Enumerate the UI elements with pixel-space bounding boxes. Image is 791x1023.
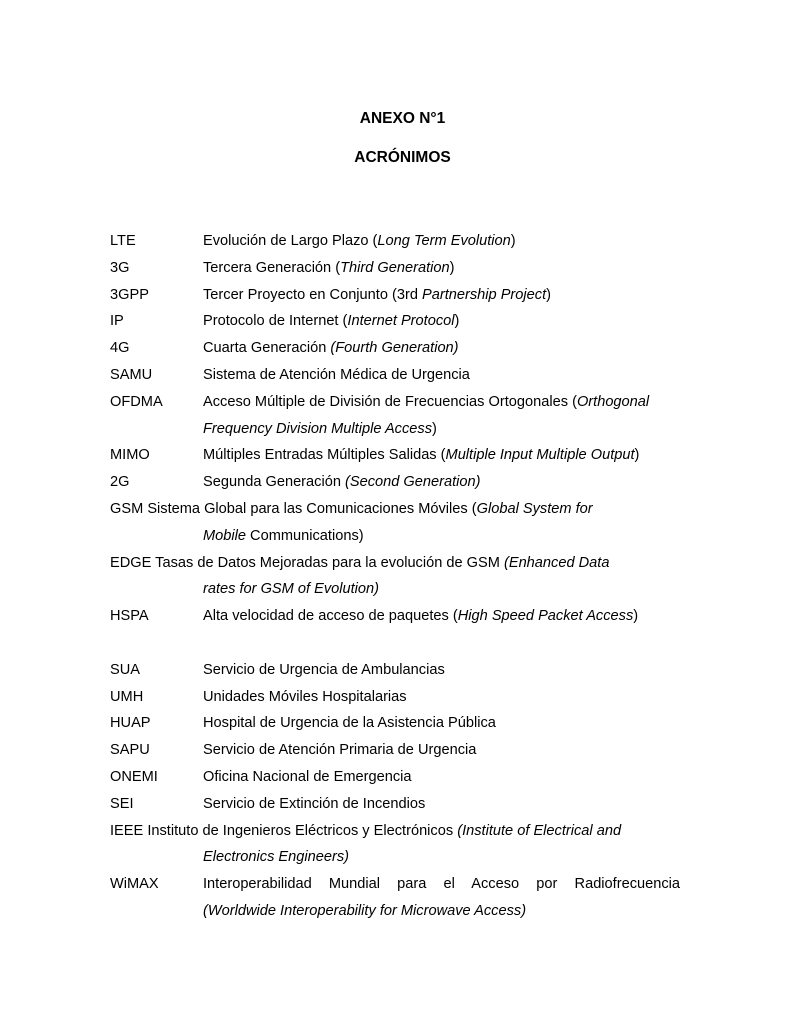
acronym: 3GPP [110, 286, 149, 303]
acronym-row [110, 764, 680, 791]
acronym: OFDMA [110, 393, 163, 410]
acronym-row [110, 657, 680, 684]
definition: Servicio de Atención Primaria de Urgencia [203, 742, 477, 759]
definition: Evolución de Largo Plazo (Long Term Evolution) [203, 233, 516, 249]
definition: Interoperabilidad Mundial para el Acceso por Radiofrecuencia [203, 876, 680, 893]
definition: Múltiples Entradas Múltiples Salidas (Multiple Input Multiple Output) [203, 447, 640, 464]
acronym: ONEMI [110, 768, 158, 785]
acronym: SAMU [110, 366, 153, 383]
acronym-row [110, 684, 680, 711]
definition: Sistema Global para las Comunicaciones Móviles (Global System for [147, 500, 593, 517]
acronym-row [110, 228, 680, 255]
acronym-list [110, 228, 680, 925]
acronym: WiMAX [110, 876, 159, 893]
acronym-row [110, 442, 680, 469]
definition: Servicio de Urgencia de Ambulancias [203, 661, 445, 678]
definition: Hospital de Urgencia de la Asistencia Pública [203, 715, 496, 732]
acronym: GSM [110, 500, 144, 517]
definition: Acceso Múltiple de División de Frecuencias Ortogonales (Orthogonal [203, 393, 650, 410]
definition-continuation: Electronics Engineers) [203, 849, 350, 866]
acronym-row [110, 389, 680, 443]
definition: Oficina Nacional de Emergencia [203, 768, 412, 785]
definition: Tercera Generación (Third Generation) [203, 259, 455, 276]
acronym-row [110, 871, 680, 898]
definition: Tasas de Datos Mejoradas para la evolución de GSM (Enhanced Data [155, 554, 610, 571]
acronym: UMH [110, 688, 144, 705]
acronym-row [110, 469, 680, 496]
definition-continuation: (Worldwide Interoperability for Microwave Access) [203, 902, 527, 919]
acronym-row [110, 362, 680, 389]
acronym-row [110, 282, 680, 309]
acronym-row [110, 791, 680, 818]
definition: Protocolo de Internet (Internet Protocol) [203, 313, 460, 330]
acronym: 2G [110, 474, 130, 491]
annex-title: ANEXO N°1 [359, 110, 446, 127]
acronym: MIMO [110, 447, 150, 464]
acronym-row [110, 308, 680, 335]
acronym-row [110, 335, 680, 362]
acronym-row [110, 737, 680, 764]
acronym-row [110, 818, 680, 872]
definition: Segunda Generación (Second Generation) [203, 474, 481, 491]
acronym: SAPU [110, 742, 150, 759]
acronym: HSPA [110, 608, 149, 625]
acronym: HUAP [110, 715, 151, 732]
acronym: IEEE [110, 822, 144, 839]
acronym-row-continuation [110, 898, 680, 925]
acronym-row [110, 710, 680, 737]
acronym: LTE [110, 233, 136, 249]
definition: Unidades Móviles Hospitalarias [203, 688, 407, 705]
definition: Tercer Proyecto en Conjunto (3rd Partnership Project) [203, 286, 551, 303]
definition: Cuarta Generación (Fourth Generation) [203, 340, 459, 357]
acronym-row [110, 496, 680, 550]
annex-subtitle: ACRÓNIMOS [354, 149, 451, 166]
definition: Alta velocidad de acceso de paquetes (High Speed Packet Access) [203, 608, 639, 625]
acronym: SEI [110, 795, 134, 812]
definition: Sistema de Atención Médica de Urgencia [203, 366, 470, 383]
acronym-row [110, 255, 680, 282]
acronym: EDGE [110, 554, 152, 571]
acronym-row [110, 603, 680, 630]
acronym-row [110, 550, 680, 604]
acronym: SUA [110, 661, 141, 678]
definition-continuation: Frequency Division Multiple Access) [203, 420, 437, 437]
acronym: 3G [110, 259, 130, 276]
definition-continuation: Mobile Communications) [203, 527, 364, 544]
acronym: 4G [110, 340, 130, 357]
acronym: IP [110, 313, 124, 330]
definition: Servicio de Extinción de Incendios [203, 795, 426, 812]
definition-continuation: rates for GSM of Evolution) [203, 581, 380, 598]
definition: Instituto de Ingenieros Eléctricos y Electrónicos (Institute of Electrical and [147, 822, 622, 839]
